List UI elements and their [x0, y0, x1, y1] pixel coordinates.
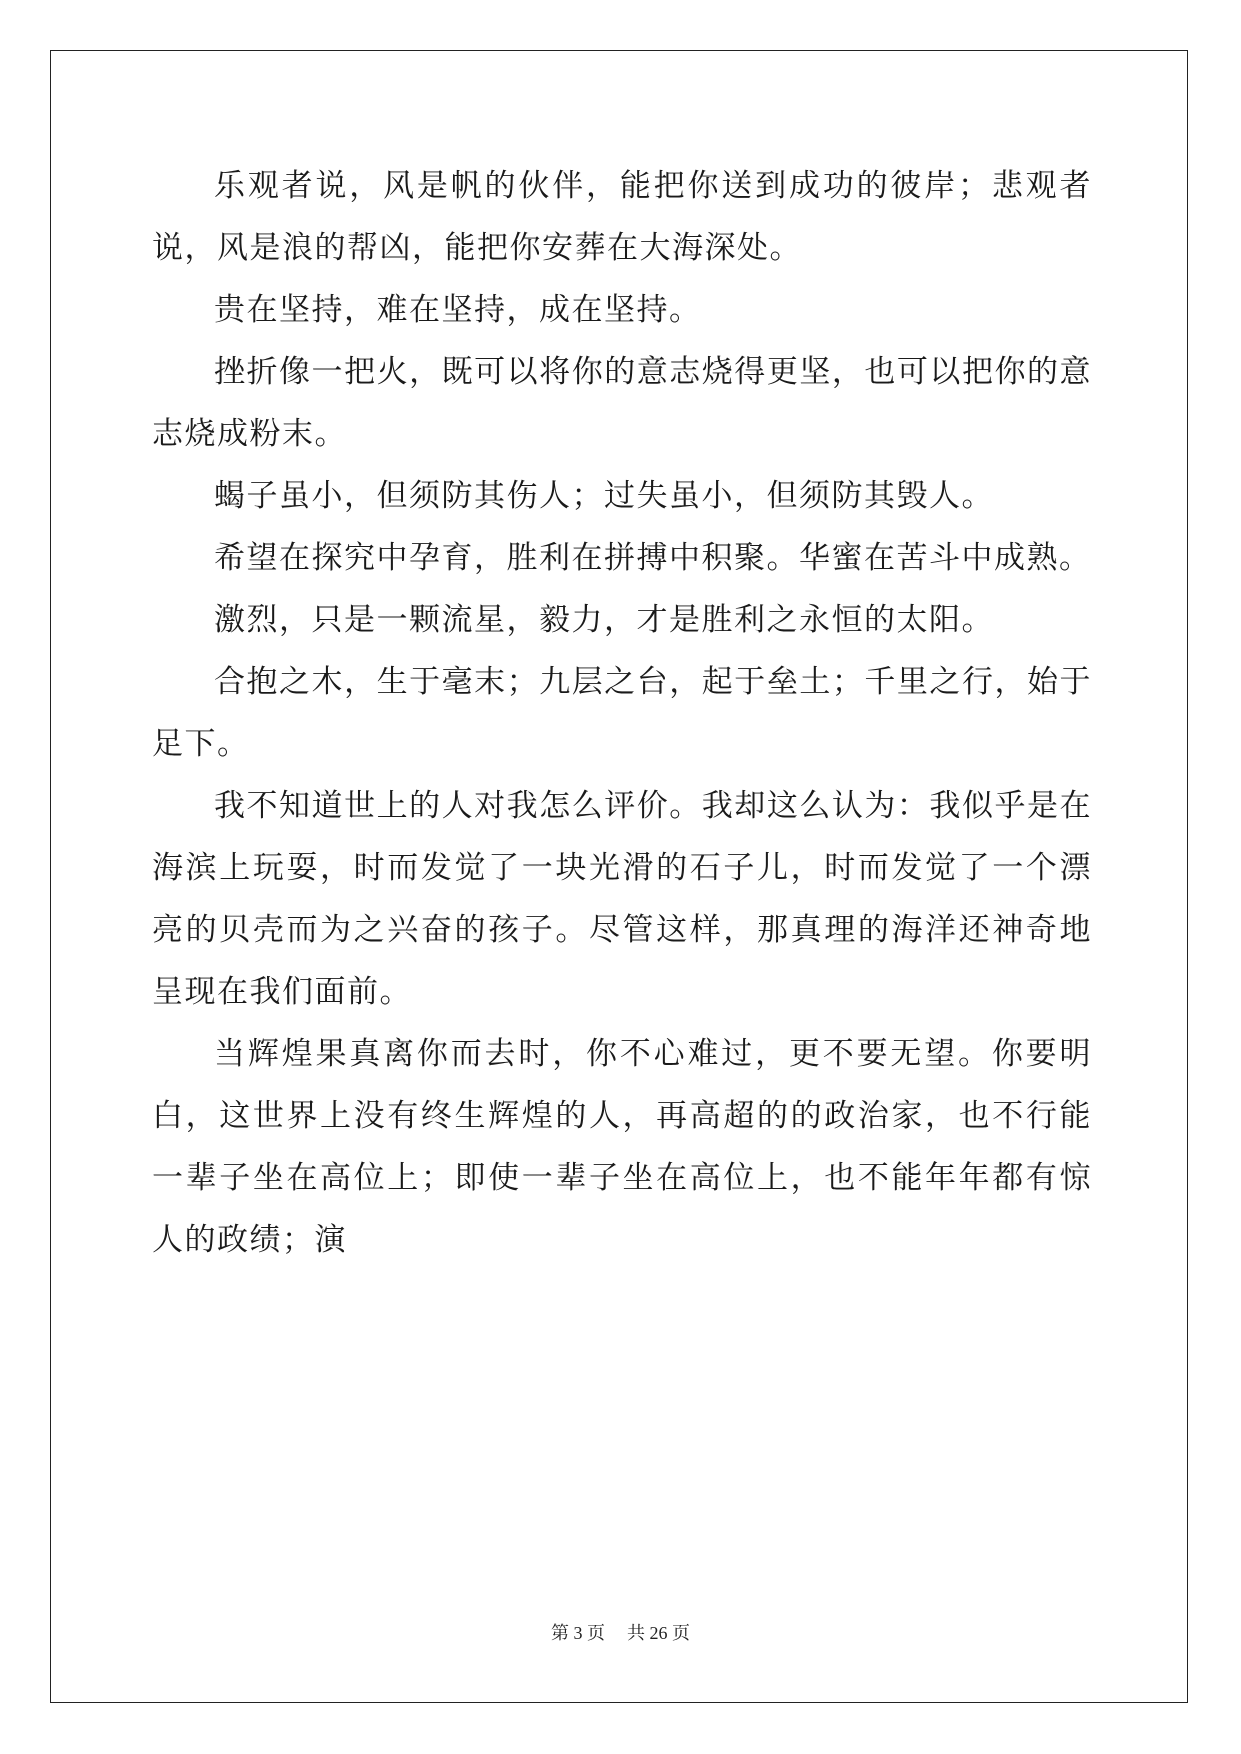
page-total: 共 26 页: [627, 1623, 690, 1643]
paragraph: 乐观者说，风是帆的伙伴，能把你送到成功的彼岸；悲观者说，风是浪的帮凶，能把你安葬在大海深处。: [152, 168, 1092, 266]
document-body: [152, 155, 1092, 1271]
paragraph: 激烈，只是一颗流星，毅力，才是胜利之永恒的太阳。: [214, 602, 994, 638]
paragraph: 我不知道世上的人对我怎么评价。我却这么认为：我似乎是在海滨上玩耍，时而发觉了一块光滑的石子儿，时而发觉了一个漂亮的贝壳而为之兴奋的孩子。尽管这样，那真理的海洋还神奇地呈现在我们面前。: [152, 788, 1092, 1010]
paragraph: 贵在坚持，难在坚持，成在坚持。: [214, 292, 702, 328]
paragraph: 当辉煌果真离你而去时，你不心难过，更不要无望。你要明白，这世界上没有终生辉煌的人，再高超的的政治家，也不行能一辈子坐在高位上；即使一辈子坐在高位上，也不能年年都有惊人的政绩；演: [152, 1036, 1092, 1258]
paragraph: 蝎子虽小，但须防其伤人；过失虽小，但须防其毁人。: [214, 478, 994, 514]
page-footer: [0, 1619, 1241, 1645]
paragraph: 合抱之木，生于毫末；九层之台，起于垒土；千里之行，始于足下。: [152, 664, 1092, 762]
paragraph: 希望在探究中孕育，胜利在拼搏中积聚。华蜜在苦斗中成熟。: [214, 540, 1092, 576]
paragraph: 挫折像一把火，既可以将你的意志烧得更坚，也可以把你的意志烧成粉末。: [152, 354, 1092, 452]
page-number: 第 3 页: [551, 1623, 605, 1643]
